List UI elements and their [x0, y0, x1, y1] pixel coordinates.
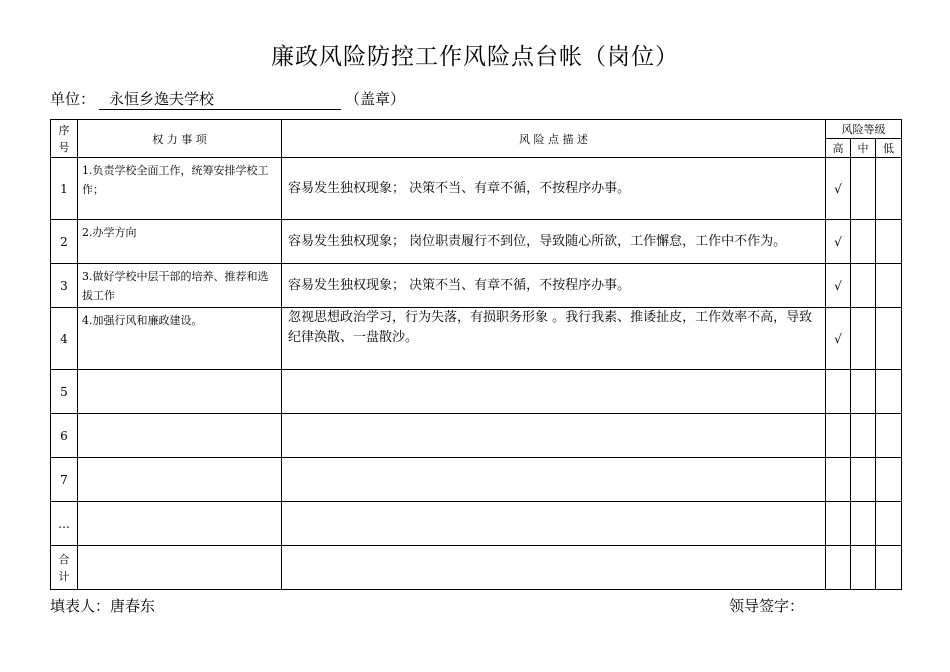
row-low-check [876, 158, 902, 220]
table-row [51, 158, 902, 220]
row-item: 1.负责学校全面工作，统筹安排学校工作； [78, 158, 282, 220]
row-number: 5 [51, 370, 78, 414]
row-low-check [876, 220, 902, 264]
row-risk: 忽视思想政治学习，行为失落，有损职务形象 。我行我素、推诿扯皮，工作效率不高，导致纪律涣散、一盘散沙。 [282, 308, 826, 370]
header-risk: 风 险 点 描 述 [282, 120, 826, 158]
row-number: … [51, 502, 78, 546]
row-mid-check [851, 414, 876, 458]
total-risk [282, 546, 826, 590]
row-number: 4 [51, 308, 78, 370]
unit-label: 单位： [50, 90, 96, 108]
table-row [51, 308, 902, 370]
row-low-check [876, 264, 902, 308]
table-row [51, 502, 902, 546]
row-mid-check [851, 220, 876, 264]
table-row [51, 458, 902, 502]
row-mid-check [851, 502, 876, 546]
row-low-check [876, 370, 902, 414]
row-low-check [876, 414, 902, 458]
table-row [51, 414, 902, 458]
unit-line [50, 88, 405, 110]
row-low-check [876, 308, 902, 370]
row-low-check [876, 502, 902, 546]
leader-signature-label: 领导签字： [729, 597, 805, 615]
row-high-check: √ [826, 158, 851, 220]
total-item [78, 546, 282, 590]
table-row [51, 264, 902, 308]
row-risk [282, 414, 826, 458]
seal-note: （盖章） [345, 90, 406, 108]
row-risk [282, 502, 826, 546]
row-mid-check [851, 370, 876, 414]
row-high-check: √ [826, 220, 851, 264]
header-seq: 序号 [51, 120, 78, 158]
row-risk: 容易发生独权现象； 决策不当、有章不循，不按程序办事。 [282, 264, 826, 308]
row-number: 6 [51, 414, 78, 458]
row-low-check [876, 458, 902, 502]
row-risk: 容易发生独权现象； 岗位职责履行不到位，导致随心所欲，工作懈怠，工作中不作为。 [282, 220, 826, 264]
row-item: 4.加强行风和廉政建设。 [78, 308, 282, 370]
row-item [78, 502, 282, 546]
row-high-check: √ [826, 308, 851, 370]
row-item [78, 370, 282, 414]
header-risk-level: 风险等级 [826, 120, 902, 139]
row-high-check: √ [826, 264, 851, 308]
document-title: 廉政风险防控工作风险点台帐（岗位） [271, 44, 679, 70]
row-item: 3.做好学校中层干部的培养、推荐和选拔工作 [78, 264, 282, 308]
total-mid [851, 546, 876, 590]
risk-ledger-table [50, 119, 902, 590]
total-low [876, 546, 902, 590]
row-mid-check [851, 308, 876, 370]
unit-value: 永恒乡逸夫学校 [99, 88, 341, 110]
row-risk [282, 370, 826, 414]
total-high [826, 546, 851, 590]
row-mid-check [851, 264, 876, 308]
row-number: 1 [51, 158, 78, 220]
row-high-check [826, 370, 851, 414]
row-high-check [826, 414, 851, 458]
header-row [51, 120, 902, 139]
header-low: 低 [876, 139, 902, 158]
row-item: 2.办学方向 [78, 220, 282, 264]
row-risk: 容易发生独权现象； 决策不当、有章不循，不按程序办事。 [282, 158, 826, 220]
table-row [51, 370, 902, 414]
total-label: 合计 [51, 546, 78, 590]
row-mid-check [851, 158, 876, 220]
row-mid-check [851, 458, 876, 502]
row-number: 2 [51, 220, 78, 264]
header-high: 高 [826, 139, 851, 158]
row-high-check [826, 502, 851, 546]
header-mid: 中 [851, 139, 876, 158]
total-row [51, 546, 902, 590]
row-item [78, 414, 282, 458]
table-row [51, 220, 902, 264]
header-item: 权 力 事 项 [78, 120, 282, 158]
filler-name: 填表人：唐春东 [50, 597, 156, 615]
row-high-check [826, 458, 851, 502]
row-number: 3 [51, 264, 78, 308]
row-number: 7 [51, 458, 78, 502]
row-item [78, 458, 282, 502]
row-risk [282, 458, 826, 502]
